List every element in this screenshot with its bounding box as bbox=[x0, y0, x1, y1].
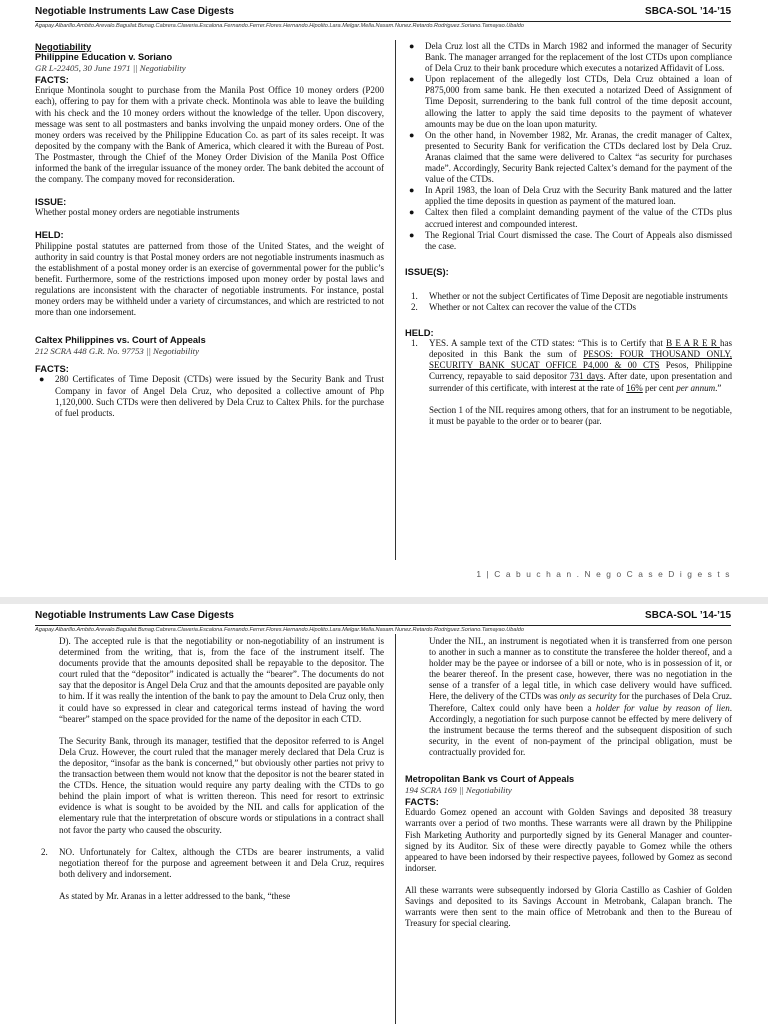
list-item bbox=[405, 74, 732, 129]
facts-heading: FACTS: bbox=[35, 74, 69, 86]
list-item bbox=[405, 230, 732, 252]
body-text: D). The accepted rule is that the negotiability or non-negotiability of an instrument is determined from the writing, that is, from the face of the instrument itself. The documents provide that the amounts deposited shall be repayable to the depositor. The court ruled that the “depositor” indicated is actually the “bearer”. The documents do not say that the depositor is Angel Dela Cruz and that the amounts deposited are payable only to him. If it was really the intention of the bank to pay the amount to Dela Cruz only, then it could have so expressed in clear and categorical terms instead of having the word “bearer” stamped on the space provided for the name of the depositor in each CTD. bbox=[59, 636, 384, 724]
list-item bbox=[405, 291, 732, 302]
body-text: As stated by Mr. Aranas in a letter addressed to the bank, “these bbox=[59, 890, 291, 901]
list-number: 2. bbox=[411, 301, 418, 312]
list-item-text: 280 Certificates of Time Deposit (CTDs) were issued by the Security Bank and Trust Company in favor of Angel Dela Cruz, who deposited a collective amount of Php 1,120,000. Such CTDs were then delivered by Dela Cruz to Caltex Phils. for the purchase of fuel products. bbox=[55, 374, 384, 418]
list-item bbox=[405, 338, 732, 393]
authors-line: Agapay.Albarillo.Ambito.Arevalo.Baguilat.Bunag.Cabrera.Claveria.Escalona.Fernando.Ferrer.Flores.Hernando.Hipolito.Lara.Melgar.Mella.Nasam.Nunez.Retardo.Rodriguez.Soriano.Tamayao.Ubaldo bbox=[35, 625, 731, 633]
case-title: Philippine Education v. Soriano bbox=[35, 52, 173, 63]
page-2 bbox=[0, 604, 768, 1024]
list-item bbox=[35, 847, 384, 880]
body-text bbox=[429, 636, 732, 758]
list-item-text: In April 1983, the loan of Dela Cruz with the Security Bank matured and the latter applied the time deposits in question as payment of the matured loan. bbox=[425, 185, 732, 207]
bullet-icon: ● bbox=[409, 41, 415, 51]
bullet-icon: ● bbox=[409, 185, 415, 196]
list-item-text: Whether or not Caltex can recover the value of the CTDs bbox=[429, 301, 636, 312]
facts-text: Enrique Montinola sought to purchase from the Manila Post Office 10 money orders (P200 each), offering to pay for them with a private check. Montinola was able to leave the building with his check and the 10 money orders without the knowledge of the teller. Upon discovery, message was sent to all postmasters and banks involving the unpaid money orders. One of the money orders was received by the Philippine Education Co. as part of its sales receipt. It was deposited by the company with the Bank of America, which cleared it with the Bureau of Post. The Postmaster, through the Chief of the Money Order Division of the Manila Post Office informed the bank of the irregular issuance of the money order. The bank debited the account of the company. The company moved for reconsideration. bbox=[35, 85, 384, 185]
text-segment: Under the NIL, an instrument is negotiated when it is transferred from one person to another in such a manner as to constitute the transferee the holder thereof, and a holder may be the payee or indorsee of a bill or note, who is in possession of it, or the bearer thereof. In the present case, however, there was no negotiation in the sense of a transfer of a legal title, in which case delivery would have sufficed. Here, the delivery of the CTDs was bbox=[429, 636, 732, 702]
running-header bbox=[35, 6, 731, 20]
list-item-text: On the other hand, in November 1982, Mr. Aranas, the credit manager of Caltex, presented to Security Bank for verification the CTDs declared lost by Dela Cruz. Aranas claimed that the same were delivered to Caltex “as security for purchases made”. Accordingly, Security Bank rejected Caltex’s demand for the payment of the value of the CTDs. bbox=[425, 129, 732, 185]
facts-text: All these warrants were subsequently indorsed by Gloria Castillo as Cashier of Golden Savings and deposited to its Savings Account in Metrobank, Calapan branch. The warrants were then sent to the main office of Metrobank and then to the Bureau of Treasury for special clearing. bbox=[405, 884, 732, 929]
case-citation: 212 SCRA 448 G.R. No. 97753 || Negotiability bbox=[35, 346, 199, 357]
issue-text: Whether postal money orders are negotiable instruments bbox=[35, 207, 240, 218]
bullet-icon: ● bbox=[409, 229, 415, 240]
held-heading: HELD: bbox=[405, 327, 434, 339]
left-column bbox=[35, 41, 384, 419]
bullet-icon: ● bbox=[409, 129, 415, 140]
list-item bbox=[405, 302, 732, 313]
case-citation: 194 SCRA 169 || Negotiability bbox=[405, 785, 512, 796]
column-divider bbox=[395, 634, 396, 1024]
emphasis-text: holder for value by reason of lien bbox=[595, 702, 730, 713]
case-title: Metropolitan Bank vs Court of Appeals bbox=[405, 774, 575, 785]
bullet-icon: ● bbox=[409, 74, 415, 85]
text-segment: . Accordingly, a negotiation for such purpose cannot be effected by mere delivery of the instrument because the terms thereof and the subsequent disposition of such security, in the event of non-payment of the principal obligation, must be contractually provided for. bbox=[429, 702, 732, 757]
section-text: Section 1 of the NIL requires among others, that for an instrument to be negotiable, it must be payable to the order or to bearer (par. bbox=[429, 404, 732, 426]
list-item-text: NO. Unfortunately for Caltex, although the CTDs are bearer instruments, a valid negotiation thereof for the purpose and agreement between it and Dela Cruz, requires both delivery and indorsement. bbox=[59, 846, 384, 879]
emphasis-text: only as security bbox=[559, 691, 617, 702]
paragraph bbox=[405, 405, 732, 427]
issues-heading: ISSUE(S): bbox=[405, 265, 449, 277]
facts-heading: FACTS: bbox=[35, 363, 69, 375]
held-text-segment: .” bbox=[715, 382, 722, 393]
held-text-segment: has deposited in this Bank the sum of bbox=[429, 338, 732, 360]
paragraph bbox=[35, 891, 384, 902]
topic-heading: Negotiability bbox=[35, 41, 92, 52]
rate-text: 16% bbox=[626, 382, 643, 393]
header-class: SBCA-SOL ’14-’15 bbox=[645, 610, 731, 621]
list-item-text: Dela Cruz lost all the CTDs in March 1982 and informed the manager of Security Bank. The manager arranged for the replacement of the lost CTDs upon compliance of Dela Cruz to their bank procedure which executes a notarized Affidavit of Loss. bbox=[425, 41, 732, 74]
body-text: The Security Bank, through its manager, testified that the depositor referred to is Angel Dela Cruz. However, the court ruled that the manager merely declared that Dela Cruz is the depositor, “insofar as the bank is concerned,” but obviously other parties not privy to the transaction between them would not know that the depositor is not the bearer stated in the CTDs. Hence, the situation would require any party dealing with the CTDs to go behind the plain import of what is written thereon. This need for resort to extrinsic evidence is what is sought to be avoided by the NIL and calls for application of the elementary rule that the interpretation of obscure words or stipulations in a contract shall not favor the party who caused the obscurity. bbox=[59, 735, 384, 835]
annum-text: per annum bbox=[676, 382, 716, 393]
column-divider bbox=[395, 40, 396, 560]
left-column bbox=[35, 636, 384, 902]
bullet-icon: ● bbox=[39, 374, 45, 385]
held-heading: HELD: bbox=[35, 229, 64, 241]
facts-text: Eduardo Gomez opened an account with Golden Savings and deposited 38 treasury warrants over a period of two months. These warrants were all drawn by the Philippine Fish Marketing Authority and purportedly signed by its General Manager and counter-signed by its Auditor. Six of these were directly payable to Gomez while the others appeared to have been indorsed by their respective payees, followed by Gomez as second indorser. bbox=[405, 807, 732, 873]
bullet-icon: ● bbox=[409, 207, 415, 218]
right-column bbox=[405, 41, 732, 427]
header-title: Negotiable Instruments Law Case Digests bbox=[35, 610, 234, 621]
held-text-segment: . After date, upon presentation and surrender of this certificate, with interest at the rate of bbox=[429, 371, 732, 393]
paragraph bbox=[35, 636, 384, 725]
list-item-text: Whether or not the subject Certificates of Time Deposit are negotiable instruments bbox=[429, 290, 728, 301]
header-class: SBCA-SOL ’14-’15 bbox=[645, 6, 731, 17]
paragraph bbox=[35, 736, 384, 836]
case-title: Caltex Philippines vs. Court of Appeals bbox=[35, 335, 206, 346]
list-item bbox=[35, 374, 384, 418]
case-citation: GR L-22405, 30 June 1971 || Negotiability bbox=[35, 63, 186, 74]
days-text: 731 days bbox=[570, 371, 604, 382]
header-title: Negotiable Instruments Law Case Digests bbox=[35, 6, 234, 17]
text-segment: for the purchases of Dela Cruz. Therefore, Caltex could only have been a bbox=[429, 691, 732, 713]
right-column bbox=[405, 636, 732, 929]
running-header bbox=[35, 610, 731, 624]
list-item bbox=[405, 185, 732, 207]
list-number: 1. bbox=[411, 290, 418, 301]
held-text-segment: per cent bbox=[642, 382, 677, 393]
list-number: 1. bbox=[411, 338, 418, 349]
page-footer: 1 | C a b u c h a n . N e g o C a s e D i g e s t s bbox=[476, 569, 731, 579]
held-text-segment: Pesos, Philippine Currency, repayable to said depositor bbox=[429, 360, 733, 382]
held-text-segment: YES. A sample text of the CTD states: “This is to Certify that bbox=[429, 338, 667, 349]
paragraph bbox=[405, 636, 732, 758]
held-item-text bbox=[429, 338, 732, 393]
list-number: 2. bbox=[41, 846, 48, 857]
list-item-text: Upon replacement of the allegedly lost CTDs, Dela Cruz obtained a loan of P875,000 from same bank. He then executed a notarized Deed of Assignment of Time Deposit, surrendering to the bank full control of the time deposit account, allowing the latter to apply the said time deposits to the payment of whatever amounts may be due on the loan upon maturity. bbox=[425, 74, 732, 129]
list-item bbox=[405, 207, 732, 229]
issue-heading: ISSUE: bbox=[35, 196, 67, 208]
authors-line: Agapay.Albarillo.Ambito.Arevalo.Baguilat.Bunag.Cabrera.Claveria.Escalona.Fernando.Ferrer.Flores.Hernando.Hipolito.Lara.Melgar.Mella.Nasam.Nunez.Retardo.Rodriguez.Soriano.Tamayao.Ubaldo bbox=[35, 21, 731, 29]
list-item bbox=[405, 130, 732, 185]
sum-text: PESOS: FOUR THOUSAND ONLY, SECURITY BANK SUCAT OFFICE P4,000 & 00 CTS bbox=[429, 349, 732, 371]
held-text: Philippine postal statutes are patterned from those of the United States, and the weight of authority in said country is that Postal money orders are not negotiable instruments inasmuch as the establishment of a postal money order is an exercise of governmental power for the public’s benefit. Furthermore, some of the restrictions imposed upon money order by postal laws and regulations are inconsistent with the character of negotiable instruments. For instance, postal money orders may be withheld under a variety of circumstances, and which are restricted to not more than one indorsement. bbox=[35, 240, 384, 318]
list-item bbox=[405, 41, 732, 74]
bearer-text: B E A R E R bbox=[666, 338, 720, 349]
list-item-text: Caltex then filed a complaint demanding payment of the value of the CTDs plus accrued interest and compounded interest. bbox=[425, 207, 732, 229]
list-item-text: The Regional Trial Court dismissed the case. The Court of Appeals also dismissed the case. bbox=[425, 229, 732, 251]
facts-heading: FACTS: bbox=[405, 796, 439, 808]
